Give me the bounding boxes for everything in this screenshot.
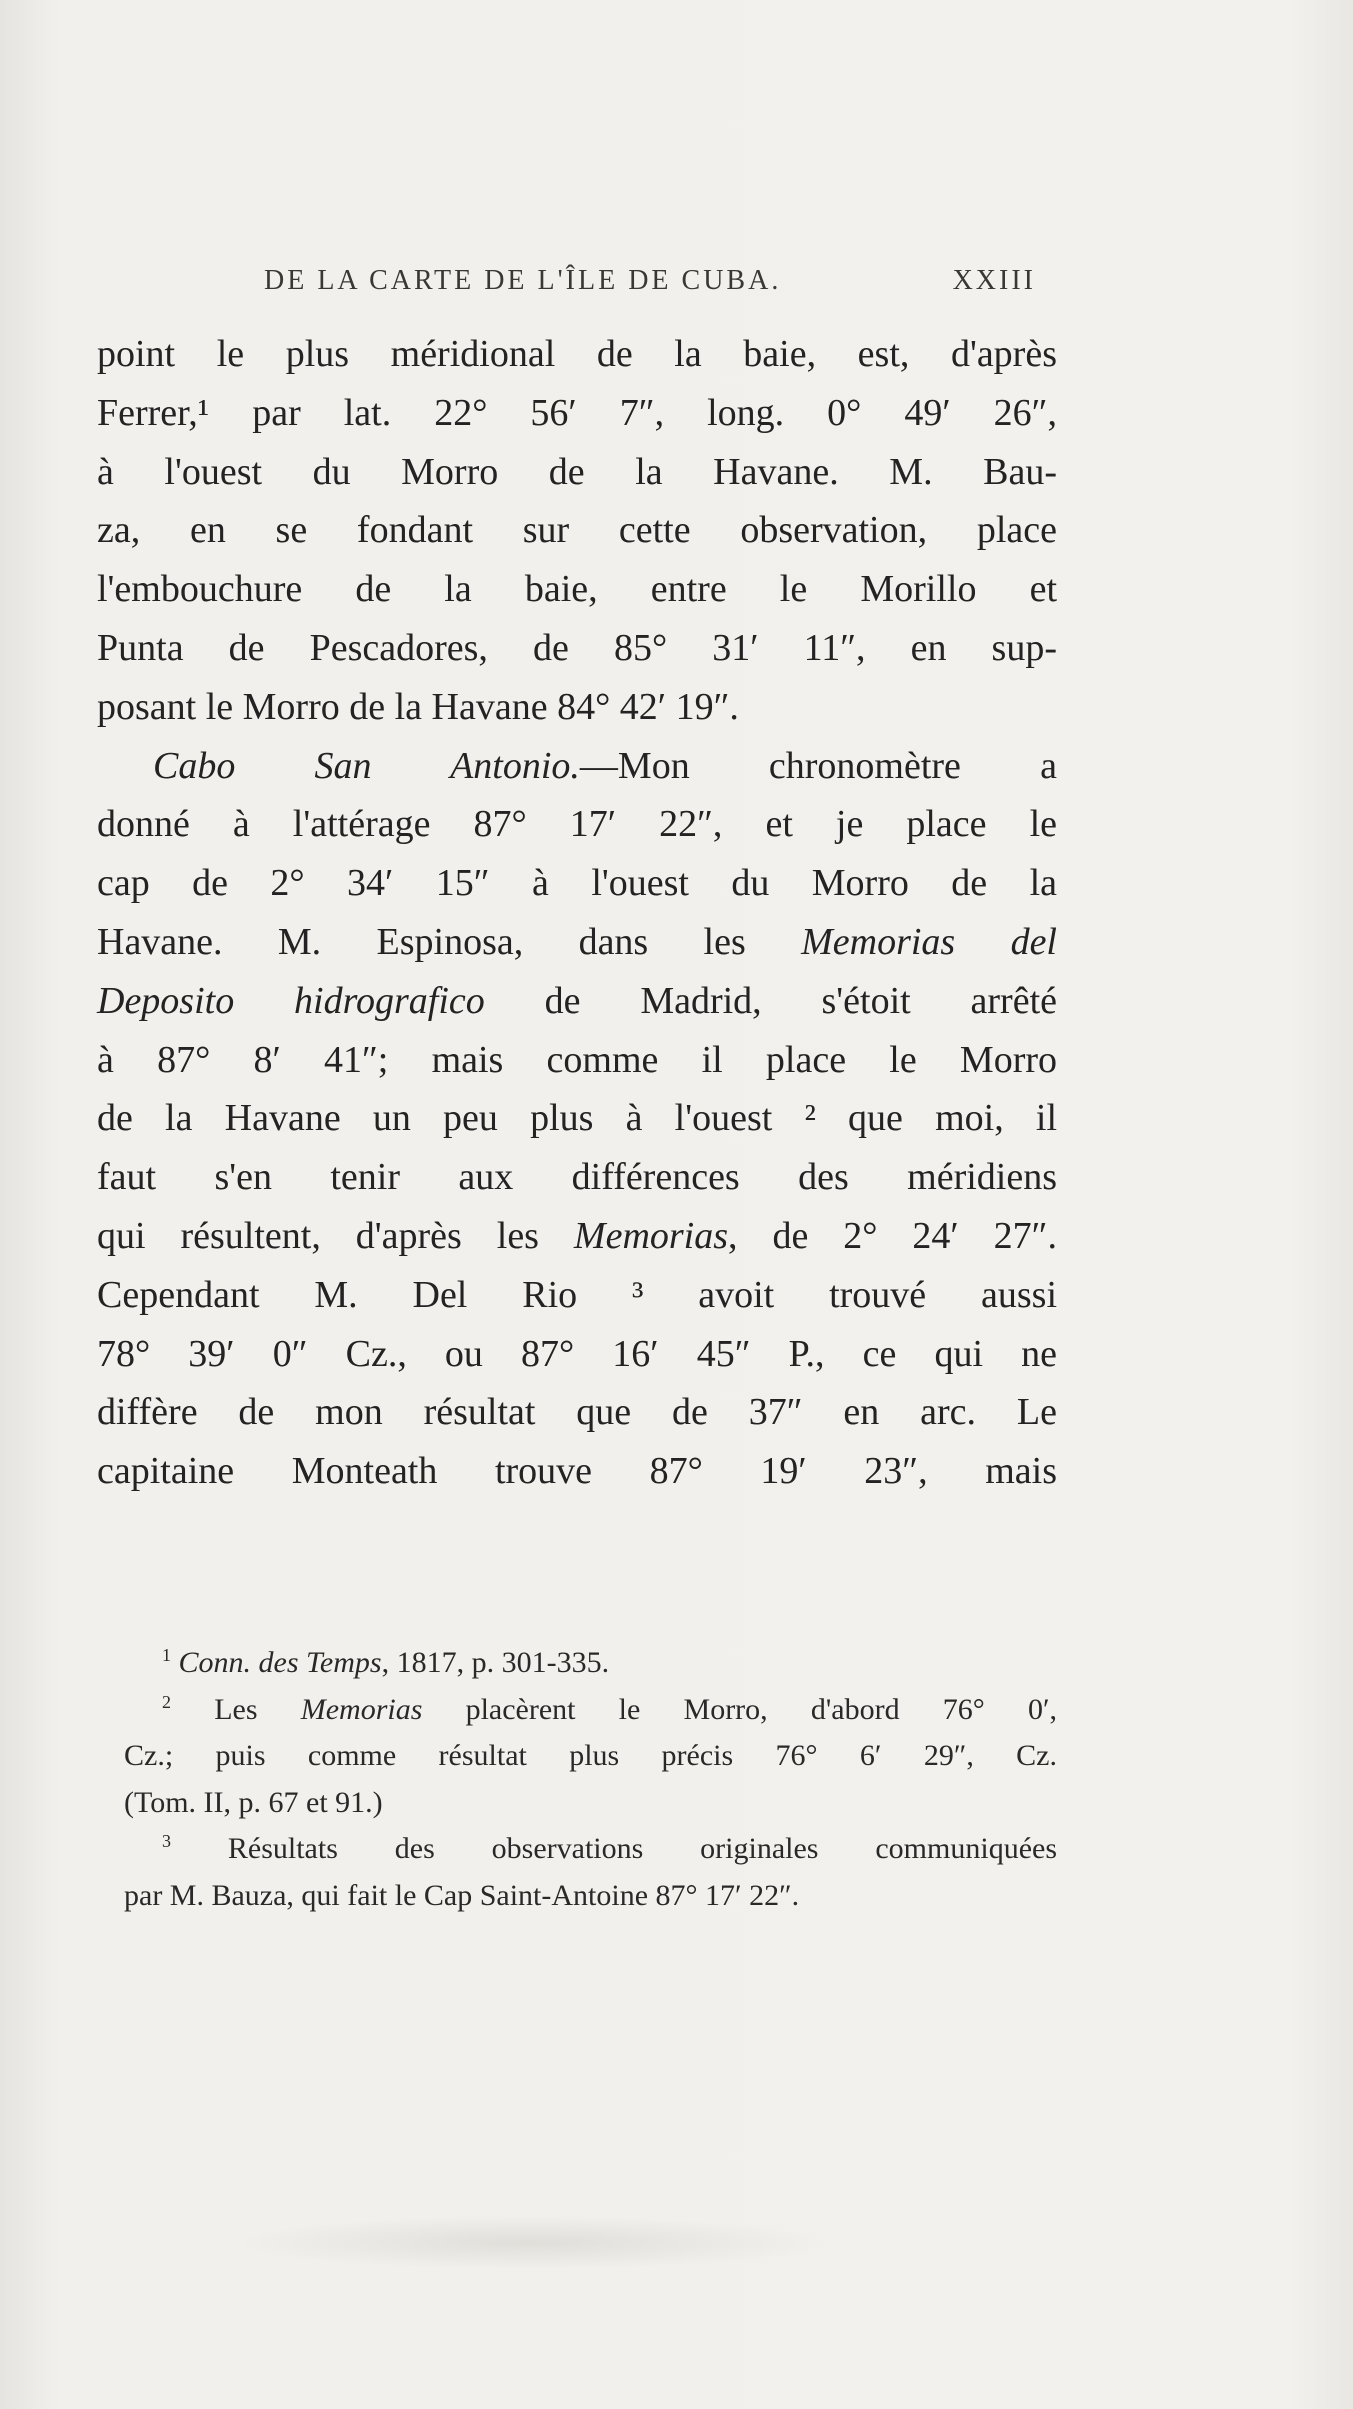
text-line: Cependant M. Del Rio ³ avoit trouvé aussi bbox=[97, 1273, 1057, 1316]
text-fragment: de Madrid, s'étoit arrêté bbox=[484, 979, 1057, 1022]
text-fragment: , de 2° 24′ 27″. bbox=[728, 1214, 1058, 1257]
place-name: Cabo San Antonio. bbox=[153, 744, 580, 787]
footnote-2 bbox=[124, 1687, 1057, 1734]
text-fragment: Les bbox=[214, 1692, 301, 1726]
footnote-marker: 3 bbox=[162, 1831, 171, 1852]
page-stain bbox=[230, 2215, 830, 2270]
text-line: à l'ouest du Morro de la Havane. M. Bau- bbox=[97, 450, 1057, 493]
text-line: capitaine Monteath trouve 87° 19′ 23″, mais bbox=[97, 1450, 1057, 1493]
footnote-line: par M. Bauza, qui fait le Cap Saint-Antoine 87° 17′ 22″. bbox=[124, 1878, 800, 1912]
text-line bbox=[97, 972, 1057, 1031]
text-line: 78° 39′ 0″ Cz., ou 87° 16′ 45″ P., ce qui ne bbox=[97, 1332, 1057, 1375]
work-title: Memorias del bbox=[801, 920, 1057, 963]
text-fragment: placèrent le Morro, d'abord 76° 0′, bbox=[422, 1692, 1058, 1726]
text-line bbox=[97, 1207, 1057, 1266]
text-line: l'embouchure de la baie, entre le Morillo et bbox=[97, 568, 1057, 611]
work-title: Memorias bbox=[573, 1214, 729, 1257]
text-line: à 87° 8′ 41″; mais comme il place le Morro bbox=[97, 1038, 1057, 1081]
footnotes bbox=[124, 1640, 1057, 1919]
text-line: de la Havane un peu plus à l'ouest ² que moi, il bbox=[97, 1097, 1057, 1140]
text-line bbox=[97, 737, 1057, 796]
text-fragment: —Mon chronomètre a bbox=[579, 744, 1057, 787]
text-line: Punta de Pescadores, de 85° 31′ 11″, en sup- bbox=[97, 626, 1057, 669]
work-title: Conn. des Temps bbox=[178, 1646, 382, 1679]
running-title: DE LA CARTE DE L'ÎLE DE CUBA. bbox=[264, 265, 782, 296]
text-fragment: Résultats des observations originales communiquées bbox=[227, 1832, 1057, 1865]
text-fragment: , 1817, p. 301-335. bbox=[381, 1646, 610, 1679]
text-line: Ferrer,¹ par lat. 22° 56′ 7″, long. 0° 49′ 26″, bbox=[97, 391, 1057, 434]
footnote-marker: 1 bbox=[162, 1645, 171, 1666]
main-text bbox=[97, 325, 1057, 1501]
work-title: Deposito hidrografico bbox=[97, 979, 485, 1022]
text-line: posant le Morro de la Havane 84° 42′ 19″. bbox=[97, 685, 739, 728]
work-title: Memorias bbox=[300, 1692, 423, 1726]
text-fragment: qui résultent, d'après les bbox=[97, 1214, 574, 1257]
footnote-1 bbox=[124, 1640, 1057, 1687]
footnote-line: Cz.; puis comme résultat plus précis 76° 6′ 29″, Cz. bbox=[124, 1739, 1057, 1772]
text-line bbox=[97, 913, 1057, 972]
text-line: za, en se fondant sur cette observation, place bbox=[97, 509, 1057, 552]
text-line: cap de 2° 34′ 15″ à l'ouest du Morro de la bbox=[97, 862, 1057, 905]
page-number: XXIII bbox=[952, 265, 1036, 296]
text-line: diffère de mon résultat que de 37″ en arc. Le bbox=[97, 1391, 1057, 1434]
text-line: donné à l'attérage 87° 17′ 22″, et je place le bbox=[97, 803, 1057, 846]
text-fragment: Havane. M. Espinosa, dans les bbox=[97, 920, 802, 963]
footnote-line: (Tom. II, p. 67 et 91.) bbox=[124, 1785, 383, 1819]
footnote-3 bbox=[124, 1826, 1057, 1873]
footnote-marker: 2 bbox=[162, 1691, 171, 1712]
text-line: faut s'en tenir aux différences des méridiens bbox=[97, 1156, 1057, 1199]
text-line: point le plus méridional de la baie, est, d'après bbox=[97, 333, 1057, 375]
